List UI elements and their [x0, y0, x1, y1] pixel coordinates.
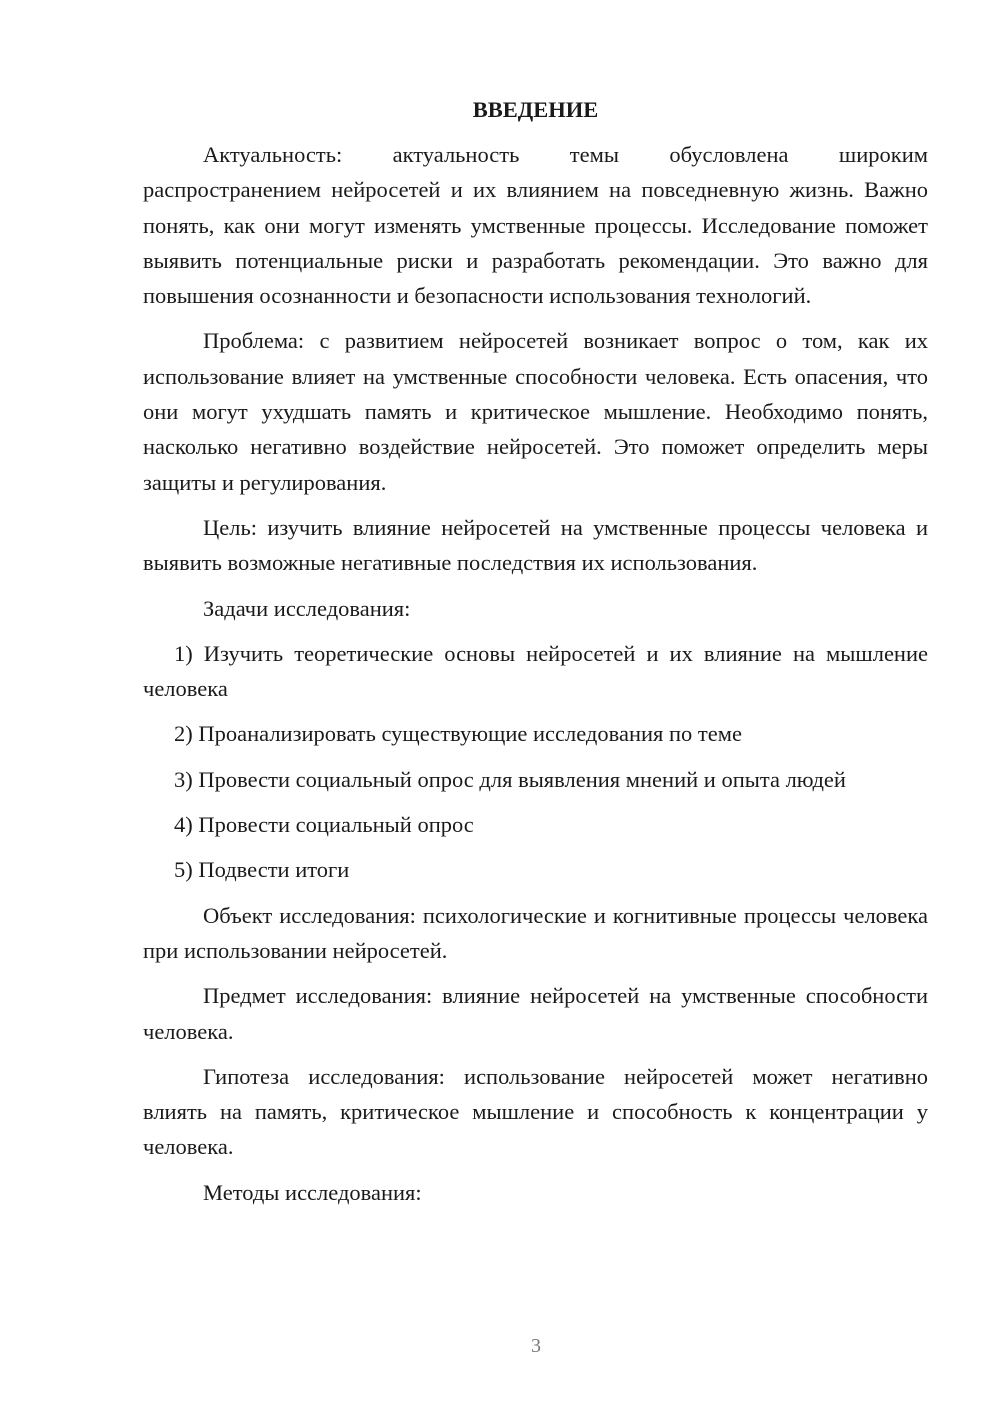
task-item-2: 2) Проанализировать существующие исследования по теме [174, 721, 742, 747]
task-item-1: 1) Изучить теоретические основы нейросетей и их влияние на мышление человека [143, 640, 928, 702]
document-page [143, 92, 928, 1220]
task-item-3: 3) Провести социальный опрос для выявления мнений и опыта людей [174, 766, 846, 792]
section-heading: ВВЕДЕНИЕ [472, 97, 599, 122]
paragraph-methods-heading: Методы исследования: [203, 1179, 422, 1205]
paragraph-goal: Цель: изучить влияние нейросетей на умственные процессы человека и выявить возможные негативные последствия их использования. [143, 514, 928, 576]
paragraph-tasks-heading: Задачи исследования: [203, 595, 411, 621]
paragraph-hypothesis: Гипотеза исследования: использование нейросетей может негативно влиять на память, критическое мышление и способность к концентрации у человека. [143, 1063, 928, 1160]
paragraph-object: Объект исследования: психологические и когнитивные процессы человека при использовании нейросетей. [143, 902, 928, 963]
task-item-4: 4) Провести социальный опрос [174, 812, 474, 838]
page-number: 3 [531, 1335, 541, 1357]
task-item-5: 5) Подвести итоги [174, 857, 350, 883]
paragraph-relevance: Актуальность: актуальность темы обусловлена широким распространением нейросетей и их влиянием на повседневную жизнь. Важно понять, как они могут изменять умственные процессы. Исследование поможет выявить потенциальные риски и разработать рекомендации. Это важно для повышения осознанности и безопасности использования технологий. [143, 142, 928, 309]
paragraph-problem: Проблема: с развитием нейросетей возникает вопрос о том, как их использование влияет на умственные способности человека. Есть опасения, что они могут ухудшать память и критическое мышление. Необходимо понять, насколько негативно воздействие нейросетей. Это поможет определить меры защиты и регулирования. [143, 328, 928, 495]
paragraph-subject: Предмет исследования: влияние нейросетей на умственные способности человека. [143, 983, 928, 1044]
